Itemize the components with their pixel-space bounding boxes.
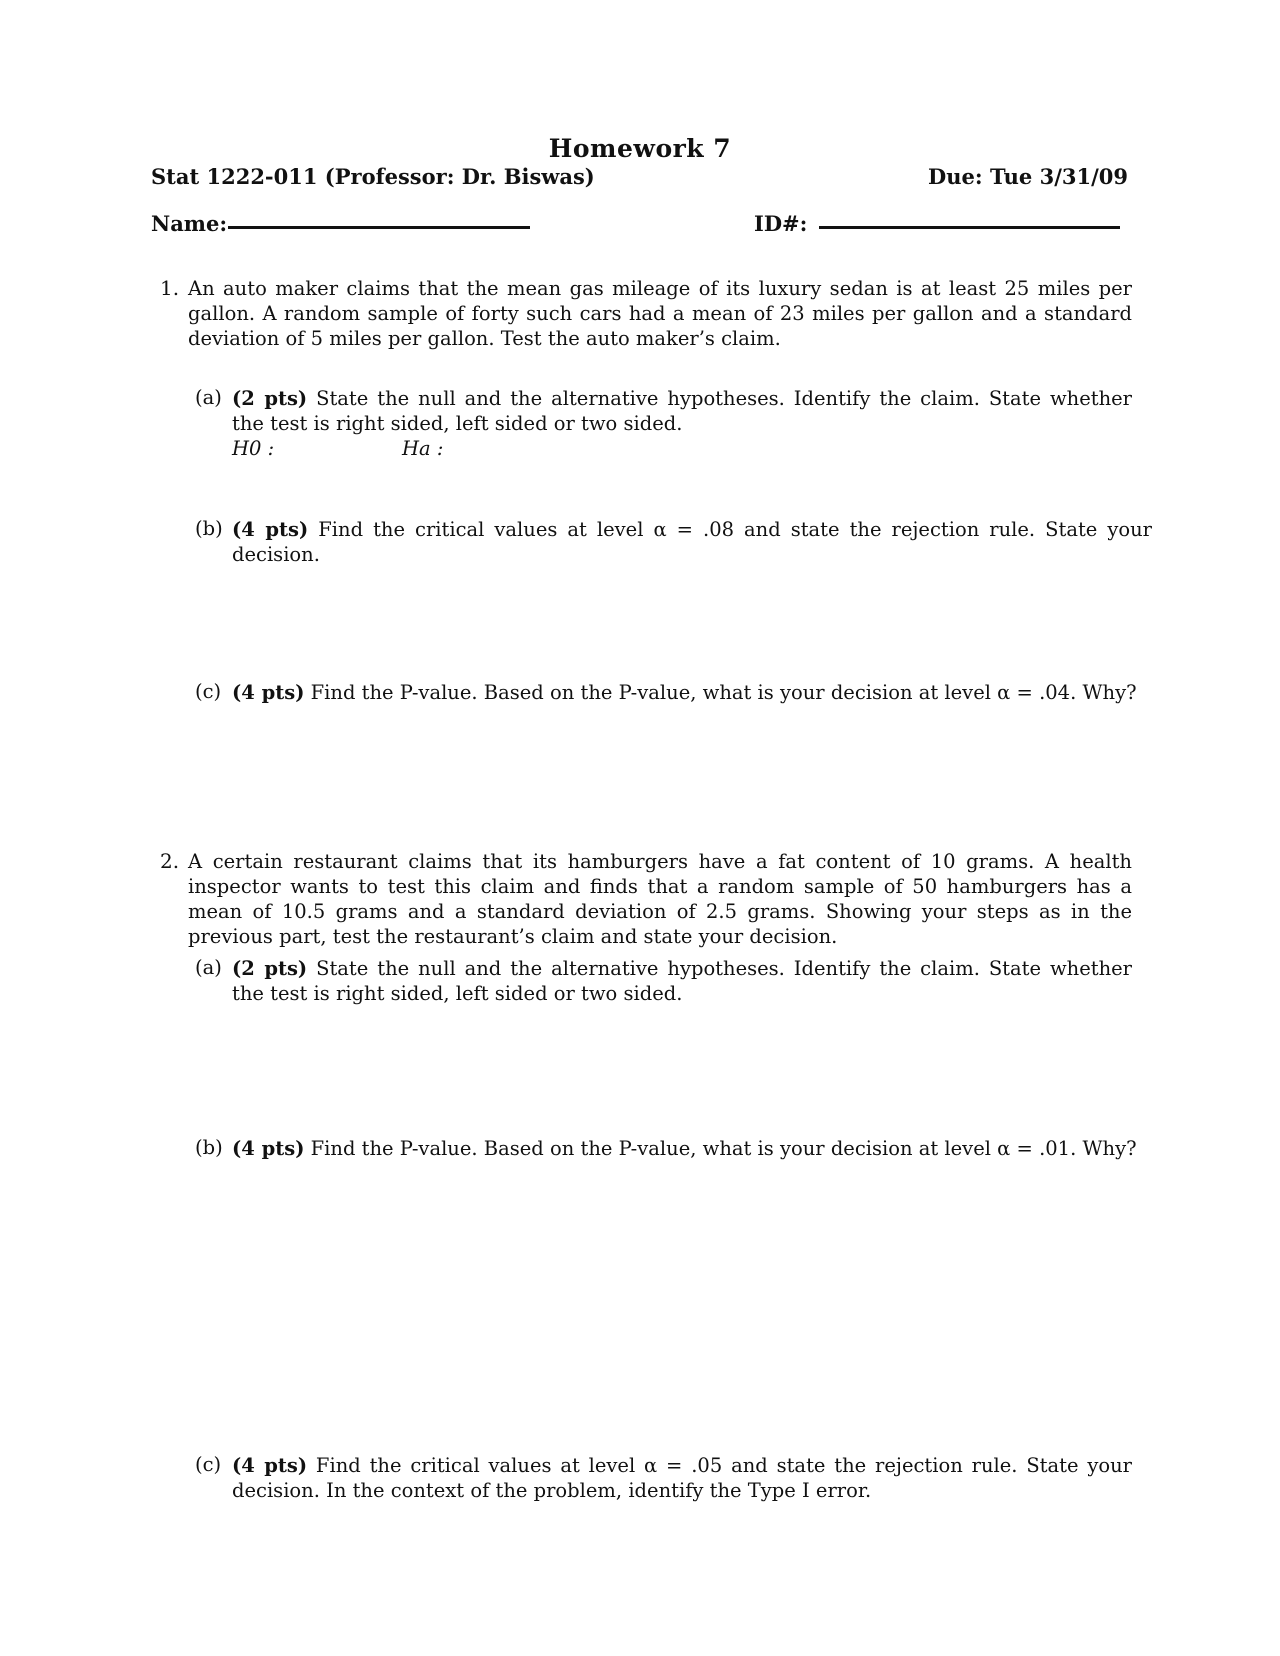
q1-part-a-text <box>232 386 1132 436</box>
q2-part-a-text <box>232 956 1132 1006</box>
page-title: Homework 7 <box>548 134 732 163</box>
q1-part-a-label: (a) <box>195 386 222 409</box>
q2-part-a-label: (a) <box>195 956 222 979</box>
q1-part-a-points: (2 pts) <box>232 387 308 410</box>
question-2-text: A certain restaurant claims that its hamburgers have a fat content of 10 grams. A health inspector wants to test this claim and finds that a random sample of 50 hamburgers has a mean of 10.5 grams and a standard deviation of 2.5 grams. Showing your steps as in the previous part, test the restaurant’s claim and state your decision. <box>188 850 1132 948</box>
due-date: Due: Tue 3/31/09 <box>928 164 1128 189</box>
q2-part-c-text <box>232 1453 1132 1503</box>
question-2-number: 2. <box>160 849 180 873</box>
question-1-text: An auto maker claims that the mean gas mileage of its luxury sedan is at least 25 miles per gallon. A random sample of forty such cars had a mean of 23 miles per gallon and a standard deviation of 5 miles per gallon. Test the auto maker’s claim. <box>188 277 1132 350</box>
id-field-line[interactable] <box>819 226 1120 229</box>
q2-part-c-points: (4 pts) <box>232 1454 308 1477</box>
q1-part-b-text <box>232 517 1152 567</box>
id-label: ID#: <box>754 211 808 236</box>
name-label: Name: <box>151 211 228 236</box>
q2-part-c-body: Find the critical values at level α = .05 and state the rejection rule. State your decision. In the context of the problem, identify the Type I error. <box>232 1454 1132 1502</box>
q2-part-a-body: State the null and the alternative hypotheses. Identify the claim. State whether the test is right sided, left sided or two sided. <box>232 957 1132 1005</box>
q1-part-b-body: Find the critical values at level α = .08 and state the rejection rule. State your decision. <box>232 518 1152 566</box>
q1-part-b-points: (4 pts) <box>232 518 309 541</box>
question-1-number: 1. <box>160 276 180 300</box>
course-info: Stat 1222-011 (Professor: Dr. Biswas) <box>151 164 595 189</box>
q2-part-b-points: (4 pts) <box>232 1137 305 1160</box>
q1-part-c-label: (c) <box>195 680 222 703</box>
ha-label: Ha : <box>402 437 444 460</box>
q1-part-b-label: (b) <box>195 517 223 540</box>
q2-part-b-body: Find the P-value. Based on the P-value, what is your decision at level α = .01. Why? <box>310 1137 1137 1160</box>
q2-part-c-label: (c) <box>195 1453 222 1476</box>
q1-part-c-points: (4 pts) <box>232 681 305 704</box>
q1-part-c-body: Find the P-value. Based on the P-value, what is your decision at level α = .04. Why? <box>310 681 1137 704</box>
name-field-line[interactable] <box>228 226 530 229</box>
q2-part-b-text <box>232 1136 1152 1161</box>
h0-label: H0 : <box>232 437 275 460</box>
q1-part-c-text <box>232 680 1152 705</box>
q1-part-a-body: State the null and the alternative hypotheses. Identify the claim. State whether the test is right sided, left sided or two sided. <box>232 387 1132 435</box>
q2-part-a-points: (2 pts) <box>232 957 308 980</box>
q2-part-b-label: (b) <box>195 1136 223 1159</box>
